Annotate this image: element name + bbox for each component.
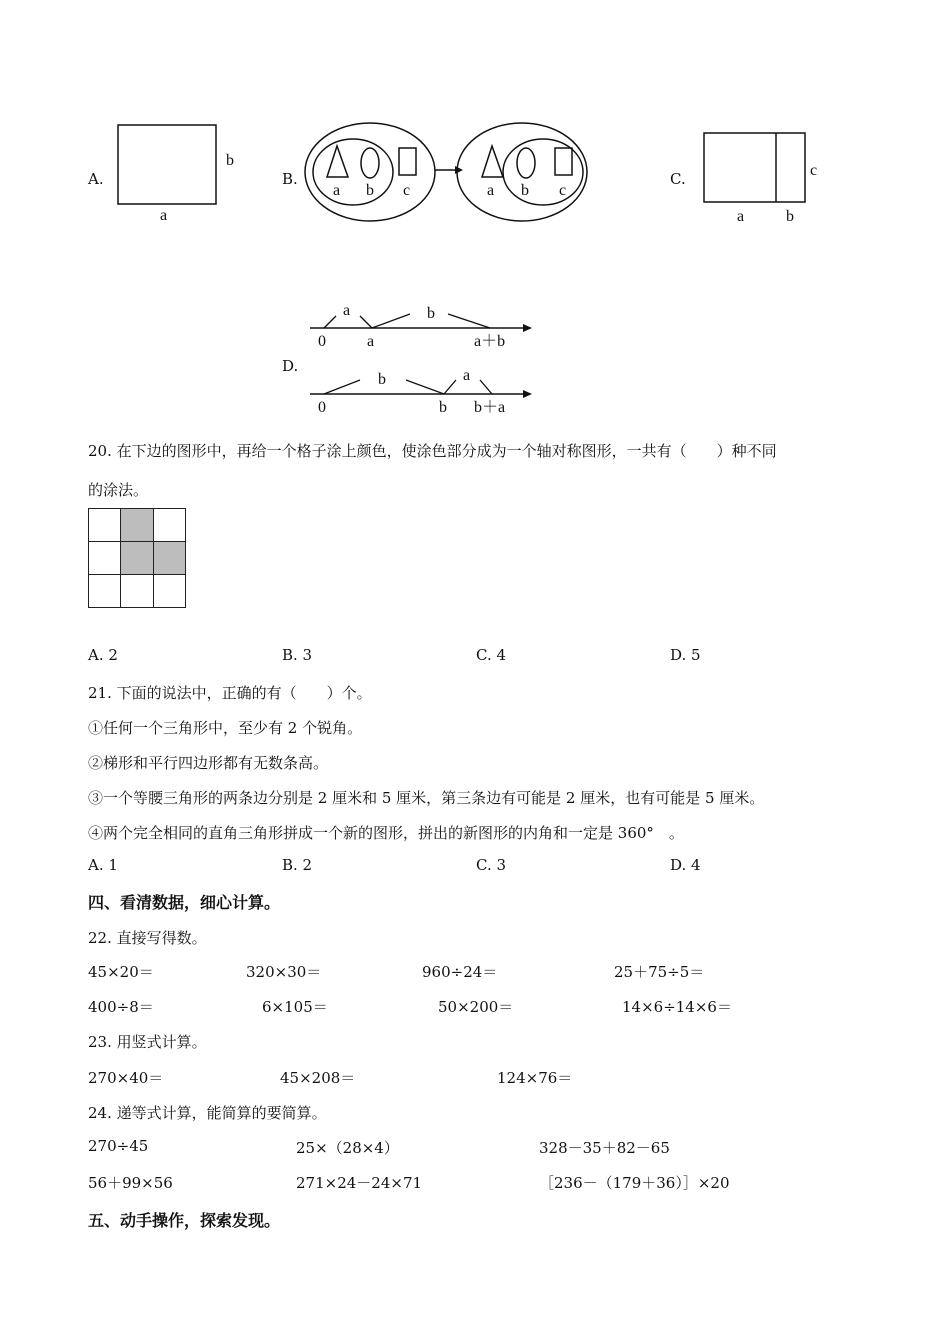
q21-option-a[interactable]: A. 1 xyxy=(88,856,118,874)
tick-b-label: b xyxy=(439,399,447,416)
inner-ellipse-left xyxy=(313,139,393,205)
q22-item: 6×105＝ xyxy=(262,998,328,1016)
right-label-b: b xyxy=(521,182,529,199)
q24-item: 328－35＋82－65 xyxy=(539,1139,670,1157)
q22-item: 45×20＝ xyxy=(88,963,154,981)
q23-item: 124×76＝ xyxy=(497,1069,573,1087)
q24-item: 271×24－24×71 xyxy=(296,1174,423,1192)
rectangle-shape xyxy=(118,125,216,204)
q23-title: 23. 用竖式计算。 xyxy=(88,1033,207,1051)
grid-cell-shaded xyxy=(121,542,153,575)
q20-option-d[interactable]: D. 5 xyxy=(670,646,701,664)
tick-0-label: 0 xyxy=(318,333,326,350)
bottom-b-label: b xyxy=(786,208,794,225)
q22-item: 25＋75÷5＝ xyxy=(614,963,705,981)
q20-option-c[interactable]: C. 4 xyxy=(476,646,507,664)
tick-ab-label: a＋b xyxy=(474,333,506,350)
q24-item: ［236－（179＋36）］×20 xyxy=(539,1174,730,1192)
left-label-c: c xyxy=(403,182,411,199)
outer-ellipse-right xyxy=(457,123,587,221)
arrow-head-icon xyxy=(455,166,463,174)
q20-text-line1: 20. 在下边的图形中，再给一个格子涂上颜色，使涂色部分成为一个轴对称图形，一共有（ ）种不同 xyxy=(88,442,777,460)
figure-d-number-lines xyxy=(300,296,550,421)
figure-b-venn xyxy=(300,120,600,230)
option-a-label: A. xyxy=(88,170,104,188)
q20-option-a[interactable]: A. 2 xyxy=(88,646,118,664)
figure-c-split-rectangle xyxy=(698,125,838,230)
section4-heading: 四、看清数据，细心计算。 xyxy=(88,893,281,912)
q21-statement-1: ①任何一个三角形中，至少有 2 个锐角。 xyxy=(88,719,363,737)
arrow-head-icon-2 xyxy=(523,390,532,398)
brace-a-2-right xyxy=(480,380,492,394)
grid-cell xyxy=(89,509,121,542)
side-b-label: b xyxy=(226,152,234,169)
q21-option-c[interactable]: C. 3 xyxy=(476,856,507,874)
q21-statement-4: ④两个完全相同的直角三角形拼成一个新的图形，拼出的新图形的内角和一定是 360° 。 xyxy=(88,824,684,842)
grid-cell-shaded xyxy=(121,509,153,542)
side-c-label: c xyxy=(810,162,818,179)
option-b-label: B. xyxy=(282,170,298,188)
q22-item: 14×6÷14×6＝ xyxy=(622,998,732,1016)
brace-b-2 xyxy=(324,380,360,394)
tick-0b-label: 0 xyxy=(318,399,326,416)
q20-option-b[interactable]: B. 3 xyxy=(282,646,313,664)
oval-icon xyxy=(361,148,379,178)
brace-a-right xyxy=(360,316,372,328)
inner-ellipse-right xyxy=(503,139,583,205)
q24-item: 25×（28×4） xyxy=(296,1139,399,1157)
grid-cell xyxy=(121,575,153,608)
q22-item: 320×30＝ xyxy=(246,963,322,981)
grid-cell xyxy=(89,542,121,575)
brace-a xyxy=(324,316,336,328)
q22-item: 50×200＝ xyxy=(438,998,514,1016)
q21-option-b[interactable]: B. 2 xyxy=(282,856,313,874)
grid-cell xyxy=(153,575,185,608)
left-label-b: b xyxy=(366,182,374,199)
q21-statement-3: ③一个等腰三角形的两条边分别是 2 厘米和 5 厘米，第三条边有可能是 2 厘米，也有可能是 5 厘米。 xyxy=(88,789,765,807)
bottom-a-label: a xyxy=(737,208,745,225)
tick-ba-label: b＋a xyxy=(474,399,506,416)
oval-icon-right xyxy=(517,148,535,178)
seg-b2-label: b xyxy=(378,371,386,388)
square-icon-right xyxy=(555,148,572,175)
q20-text-line2: 的涂法。 xyxy=(88,481,149,499)
right-label-c: c xyxy=(559,182,567,199)
q22-title: 22. 直接写得数。 xyxy=(88,929,207,947)
section5-heading: 五、动手操作，探索发现。 xyxy=(88,1211,281,1230)
tick-a-label: a xyxy=(367,333,375,350)
option-c-label: C. xyxy=(670,170,686,188)
grid-cell-shaded xyxy=(153,542,185,575)
square-icon xyxy=(399,148,416,175)
grid-cell xyxy=(89,575,121,608)
seg-a-label: a xyxy=(343,302,351,319)
q21-statement-2: ②梯形和平行四边形都有无数条高。 xyxy=(88,754,329,772)
brace-b-right xyxy=(448,314,490,328)
arrow-head-icon xyxy=(523,324,532,332)
triangle-icon xyxy=(327,146,348,177)
q20-grid xyxy=(88,508,186,608)
q24-title: 24. 递等式计算，能简算的要简算。 xyxy=(88,1104,327,1122)
option-d-label: D. xyxy=(282,357,299,375)
q22-item: 960÷24＝ xyxy=(422,963,498,981)
triangle-icon-right xyxy=(482,146,503,177)
q21-option-d[interactable]: D. 4 xyxy=(670,856,701,874)
q23-item: 270×40＝ xyxy=(88,1069,164,1087)
big-rectangle xyxy=(704,133,805,202)
q24-item: 270÷45 xyxy=(88,1137,149,1155)
grid-cell xyxy=(153,509,185,542)
right-label-a: a xyxy=(487,182,495,199)
side-a-label: a xyxy=(160,207,168,224)
q22-item: 400÷8＝ xyxy=(88,998,154,1016)
q24-item: 56＋99×56 xyxy=(88,1174,173,1192)
figure-a-rectangle xyxy=(110,118,250,228)
seg-a2-label: a xyxy=(463,367,471,384)
q21-question: 21. 下面的说法中，正确的有（ ）个。 xyxy=(88,684,372,702)
brace-b xyxy=(372,314,410,328)
q23-item: 45×208＝ xyxy=(280,1069,356,1087)
seg-b-label: b xyxy=(427,305,435,322)
left-label-a: a xyxy=(333,182,341,199)
brace-b-2-right xyxy=(406,380,444,394)
brace-a-2 xyxy=(444,380,456,394)
